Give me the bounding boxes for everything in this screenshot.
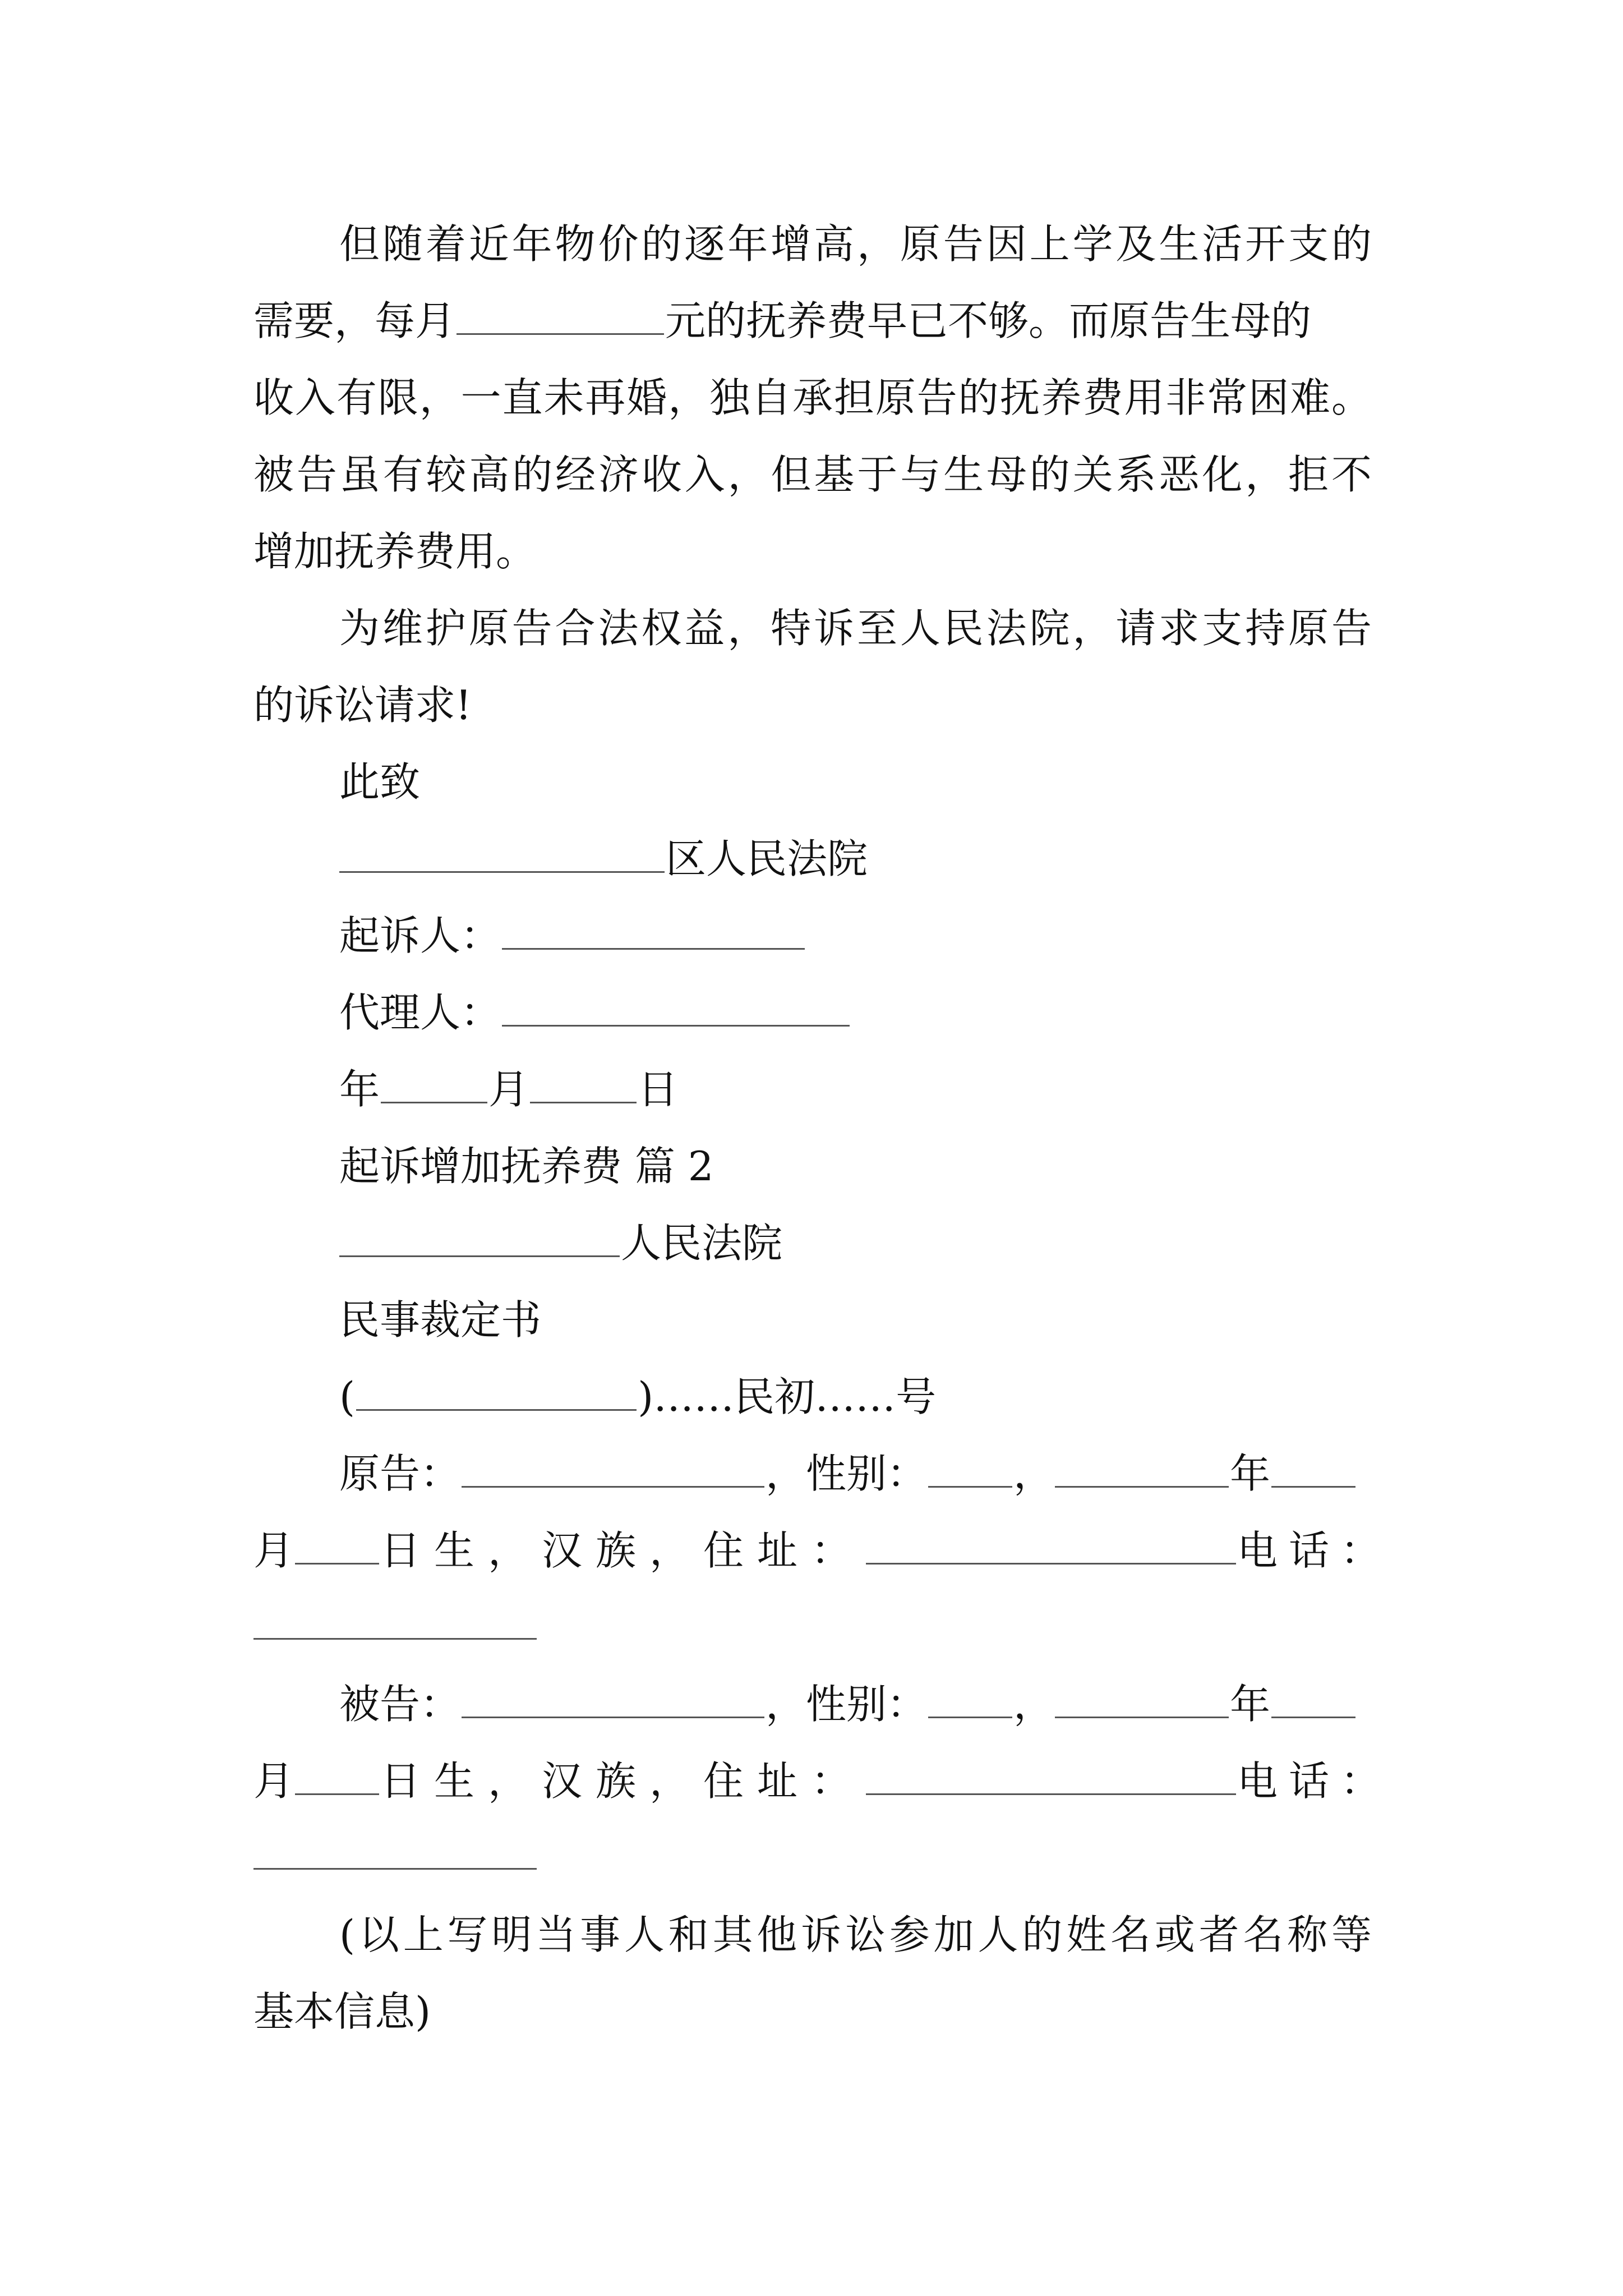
blank-field-month[interactable] bbox=[381, 1071, 487, 1103]
court-line bbox=[339, 834, 868, 884]
paragraph-line: 被告虽有较高的经济收入，但基于与生母的关系恶化，拒不 bbox=[253, 451, 1372, 498]
text-fragment: ， bbox=[1013, 1450, 1054, 1497]
plaintiff-line bbox=[253, 1525, 1392, 1576]
blank-field-case-year[interactable] bbox=[356, 1379, 637, 1411]
blank-field-plaintiff-gender[interactable] bbox=[928, 1456, 1012, 1488]
blank-field-day[interactable] bbox=[530, 1071, 637, 1103]
paragraph-line: (以上写明当事人和其他诉讼参加人的姓名或者名称等 bbox=[339, 1911, 1372, 1958]
blank-field-plaintiff-birth-year[interactable] bbox=[1055, 1456, 1229, 1488]
text-fragment: 月 bbox=[253, 1757, 294, 1805]
text-fragment: 日生，汉族，住址： bbox=[380, 1527, 865, 1574]
paragraph-line: 的诉讼请求! bbox=[253, 682, 472, 729]
blank-field-defendant-name[interactable] bbox=[462, 1686, 764, 1718]
text-fragment: 被告： bbox=[339, 1681, 461, 1728]
text-fragment: ，性别： bbox=[766, 1681, 928, 1728]
text-fragment: 年 bbox=[1230, 1450, 1271, 1497]
text-fragment: 日 bbox=[638, 1066, 679, 1113]
paragraph-line: 增加抚养费用。 bbox=[253, 528, 537, 575]
blank-field-defendant-birth-month[interactable] bbox=[1271, 1686, 1355, 1718]
defendant-line bbox=[253, 1756, 1392, 1806]
text-fragment: 原告： bbox=[339, 1450, 461, 1497]
blank-field-defendant-birth-day[interactable] bbox=[295, 1763, 379, 1795]
blank-field-defendant-phone[interactable] bbox=[253, 1868, 537, 1870]
paragraph-line: 为维护原告合法权益，特诉至人民法院，请求支持原告 bbox=[339, 605, 1372, 652]
blank-field-monthly-amount[interactable] bbox=[457, 303, 664, 335]
text-fragment: 电话： bbox=[1237, 1527, 1393, 1574]
text-fragment: 年 bbox=[339, 1066, 380, 1113]
text-fragment: 起诉人： bbox=[339, 912, 501, 959]
blank-field-plaintiff-address[interactable] bbox=[866, 1533, 1236, 1565]
blank-field-plaintiff-phone[interactable] bbox=[253, 1638, 537, 1640]
blank-field-plaintiff-signature[interactable] bbox=[502, 918, 805, 950]
text-fragment: 元的抚养费早已不够。而原告生母的 bbox=[665, 297, 1312, 344]
text-fragment: 代理人： bbox=[339, 989, 501, 1036]
plaintiff-line bbox=[339, 1448, 1357, 1499]
blank-field-plaintiff-name[interactable] bbox=[462, 1456, 764, 1488]
blank-field-agent-signature[interactable] bbox=[502, 995, 850, 1027]
blank-field-court[interactable] bbox=[339, 1225, 620, 1257]
text-fragment: 区人民法院 bbox=[666, 835, 868, 882]
text-fragment: 需要，每月 bbox=[253, 297, 456, 344]
blank-field-plaintiff-birth-month[interactable] bbox=[1271, 1456, 1355, 1488]
blank-field-plaintiff-birth-day[interactable] bbox=[295, 1533, 379, 1565]
section-heading: 起诉增加抚养费 篇 2 bbox=[339, 1143, 714, 1190]
salutation: 此致 bbox=[339, 758, 421, 806]
agent-signature-line bbox=[339, 987, 851, 1038]
text-fragment: 人民法院 bbox=[621, 1220, 783, 1267]
text-fragment: 月 bbox=[253, 1527, 294, 1574]
date-line bbox=[339, 1064, 678, 1115]
text-fragment: 月 bbox=[488, 1066, 529, 1113]
defendant-line bbox=[339, 1679, 1357, 1729]
blank-field-court-district[interactable] bbox=[339, 841, 665, 873]
case-number-line bbox=[339, 1372, 936, 1422]
text-fragment: ， bbox=[1013, 1681, 1054, 1728]
paragraph-line: 基本信息) bbox=[253, 1988, 431, 2035]
document-type: 民事裁定书 bbox=[339, 1296, 542, 1343]
text-fragment: )……民初……号 bbox=[638, 1373, 937, 1420]
blank-field-defendant-gender[interactable] bbox=[928, 1686, 1012, 1718]
paragraph-line: 但随着近年物价的逐年增高，原告因上学及生活开支的 bbox=[339, 220, 1372, 268]
text-fragment: 日生，汉族，住址： bbox=[380, 1757, 865, 1805]
paragraph-line bbox=[253, 296, 1311, 346]
court-line bbox=[339, 1218, 782, 1268]
blank-field-defendant-birth-year[interactable] bbox=[1055, 1686, 1229, 1718]
blank-field-defendant-address[interactable] bbox=[866, 1763, 1236, 1795]
plaintiff-signature-line bbox=[339, 910, 806, 961]
text-fragment: ( bbox=[339, 1373, 356, 1420]
text-fragment: ，性别： bbox=[766, 1450, 928, 1497]
text-fragment: 电话： bbox=[1237, 1757, 1393, 1805]
paragraph-line: 收入有限，一直未再婚，独自承担原告的抚养费用非常困难。 bbox=[253, 374, 1372, 421]
text-fragment: 年 bbox=[1230, 1681, 1271, 1728]
